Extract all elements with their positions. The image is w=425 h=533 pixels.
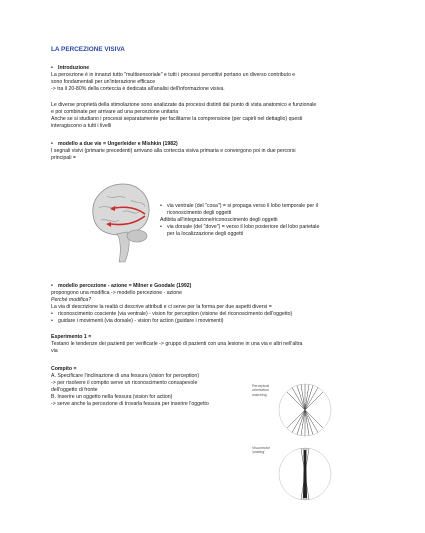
model2-bullet: • riconoscimento cosciente (via ventrale) - vision for perception (visione del riconoscimento dell'oggetto)	[51, 311, 292, 318]
diagram-label: Visuomotor 'posting'	[252, 446, 271, 455]
intro-line: La percezione è in innanzi tutto "multisensoriale" e tutti i processi percettivi portano un diverso contributo e	[51, 72, 296, 78]
perceptual-matching-fan	[279, 384, 331, 436]
para-line: e poi combinate per arrivare ad una percezione unitaria	[51, 109, 179, 115]
pathway-line: riconoscimento degli oggetti	[167, 210, 232, 216]
exp1-heading: Esperimento 1 =	[51, 334, 92, 340]
pathway-line: • via ventrale (del "cosa") = si propaga verso il lobo temporale per il	[160, 203, 318, 210]
model2-question: Perché modifica?	[51, 297, 92, 303]
model1-heading: • modello a due vie = Ungerleider e Mishkin (1982)	[51, 141, 178, 148]
task-line: dell'oggetto di fronte	[51, 387, 98, 393]
page-title: LA PERCEZIONE VISIVA	[51, 46, 125, 53]
para-line: Le diverse proprietà della stimolazione sono analizzate da processi distinti dal punto di vista anatomico e funzionale	[51, 102, 317, 108]
intro-heading: • Introduzione	[51, 65, 89, 72]
visuomotor-posting-fan	[279, 448, 331, 500]
task-line: A. Specificare l'inclinazione di una fessura (vision for perception)	[51, 373, 200, 379]
intro-line: sono fondamentali per un'interazione efficace	[51, 79, 156, 85]
model1-line: I segnali visivi (primarie precedenti) arrivano alla corteccia visiva primaria e convergono poi in due percorsi	[51, 148, 296, 154]
task-line: -> per risolvere il compito serve un riconoscimento consapevole	[51, 380, 198, 386]
exp1-line: via	[51, 348, 58, 354]
pathway-line: per la localizzazione degli oggetti	[167, 231, 244, 237]
model2-heading: • modello percezione - azione = Milner e Goodale (1992)	[51, 283, 191, 290]
task-line: -> serve anche la percezione di trovarla fessura per inserire l'oggetto	[51, 401, 209, 407]
model2-line: propongono una modifica -> modello percezione - azione	[51, 290, 183, 296]
para-line: interagiscono a tutti i livelli	[51, 123, 112, 129]
task-heading: Compito =	[51, 366, 77, 372]
pathway-line: Adibita all'integrazione/riconoscimento degli oggetti	[160, 217, 278, 223]
model2-bullet: • guidare i movimenti (via dorsale) - vision for action (guidare i movimenti)	[51, 318, 224, 325]
task-line: B. Inserire un oggetto nella fessura (vision for action)	[51, 394, 173, 400]
orientation-task-diagram	[261, 380, 333, 506]
exp1-line: Testano le tendenze dei pazienti per verificarle -> gruppo di pazienti con una lesione in una via e altri nell'altra	[51, 341, 303, 347]
intro-line: -> tra il 20-80% della corteccia è dedicata all'analisi dell'informazione visiva.	[51, 86, 225, 92]
brain-visual-pathways-figure	[87, 178, 153, 264]
diagram-label: Perceptual orientation matching	[252, 384, 270, 397]
pathway-line: • via dorsale (del "dove") = verso il lobo posteriore del lobo parietale	[160, 224, 319, 231]
model1-line: principali =	[51, 155, 76, 161]
model2-line: La via di descrizione la realtà ci descrive attributi e ci serve per la forma per due aspetti diversi =	[51, 304, 272, 310]
para-line: Anche se si studiano i processi separatamente per facilitarne la comprensione (per capirli nel dettaglio) questi	[51, 116, 303, 122]
